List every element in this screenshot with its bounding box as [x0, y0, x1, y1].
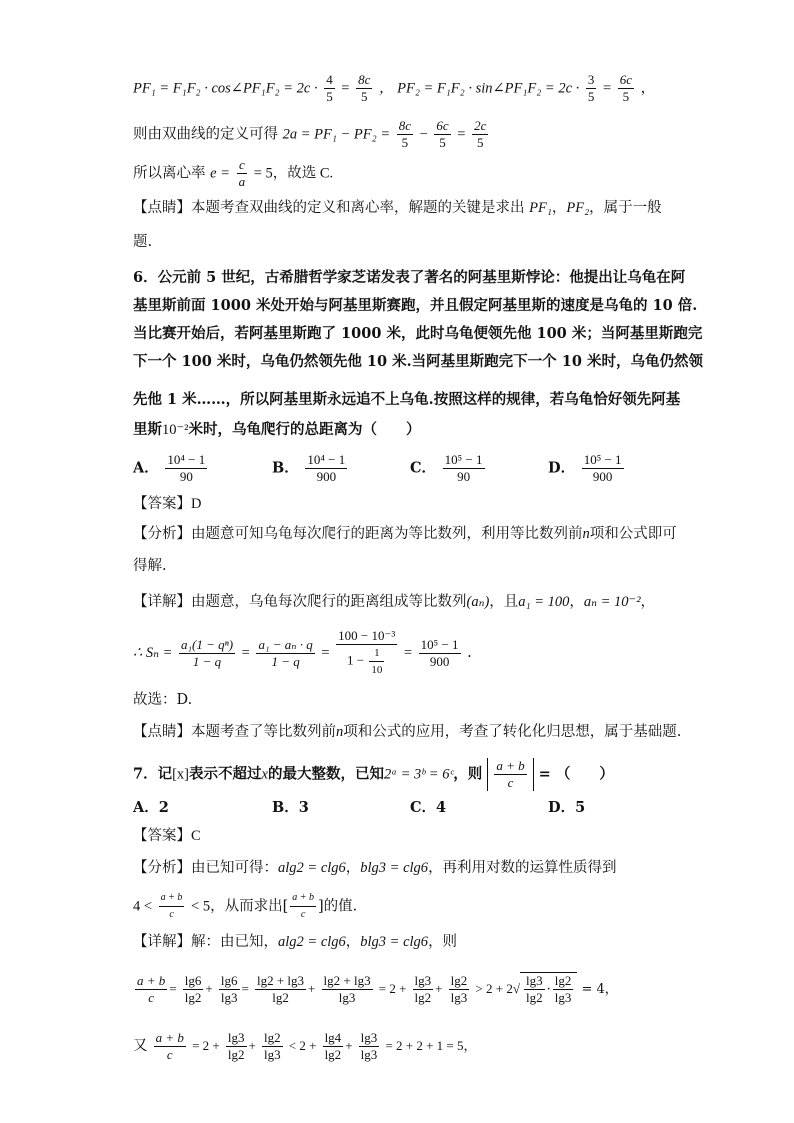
q7-option-c: C．4	[410, 799, 447, 816]
q6-option-b: B． $\frac{\text{10⁴ − 1}}{900}$	[272, 452, 346, 484]
fraction: $\frac{6c}{5}$	[619, 72, 633, 104]
q7-detail: 【详解】解：由已知，alg2 = clg6，blg3 = clg6，则	[133, 934, 458, 950]
q6-option-c: C． $\frac{\text{10⁵ − 1}}{90}$	[410, 452, 483, 484]
q7-option-b: B．3	[272, 799, 309, 816]
sqrt-expression: $\frac{\lg 3}{\lg 2}$ · $\frac{\lg 2}{\lg 3}$	[520, 972, 577, 1006]
q6-stem-line6: 里斯10⁻²米时，乌龟爬行的总距离为（ ）	[133, 421, 421, 438]
q7-analysis-cont: 4 < $\frac{a + b}{c}$ < 5，从而求出[ $\frac{a + b}{c}$ ]的值.	[133, 892, 358, 920]
q6-detail: 【详解】由题意，乌龟每次爬行的距离组成等比数列(aₙ)，且a₁ = 100，aₙ = 10⁻²，	[133, 594, 656, 610]
q7-option-d: D．5	[548, 799, 586, 816]
q7-option-a: A．2	[133, 799, 169, 816]
q6-stem-line2: 基里斯前面 1000 米处开始与阿基里斯赛跑，并且假定阿基里斯的速度是乌龟的 10 倍.	[133, 297, 698, 314]
solution-line-pf: PF₁ = F₁F₂ · cos∠PF₁F₂ = 2c · $\frac{4}{5}$ = $\frac{8c}{5}$ ， PF₂ = F₁F₂ · sin∠PF₁F₂ = 2c · $\frac{3}{5}$ = $\frac{6c}{5}$ ，	[133, 72, 656, 104]
dianjing-prev: 【点睛】本题考查双曲线的定义和离心率，解题的关键是求出 PF₁，PF₂，属于一般	[133, 200, 662, 216]
q6-stem-line1: 6．公元前 5 世纪，古希腊哲学家芝诺发表了著名的阿基里斯悖论：他提出让乌龟在阿	[133, 269, 686, 286]
fraction: $\frac{6c}{5}$	[436, 118, 449, 150]
solution-line-definition: 则由双曲线的定义可得 2a = PF₁ − PF₂ = $\frac{8c}{5}$ − $\frac{6c}{5}$ = $\frac{2c}{5}$	[133, 118, 487, 150]
q7-equation-2: 又 $\frac{a + b}{c}$ = 2 + $\frac{\lg 3}{\lg 2}$ + $\frac{\lg 2}{\lg 3}$ < 2 + $\frac{\lg 4}{\lg 2}$ + $\frac{\lg 3}{\lg 3}$ = 2 + 2 + 1 = 5，	[133, 1030, 477, 1062]
q6-stem-line5: 先他 1 米……，所以阿基里斯永远追不上乌龟.按照这样的规律，若乌龟恰好领先阿基	[133, 391, 681, 408]
q7-stem: 7．记[x]表示不超过x的最大整数，已知2ᵃ = 3ᵇ = 6ᶜ，则 $\frac{a + b}{c}$ = （ ）	[133, 758, 614, 790]
fraction: $\frac{8c}{5}$	[398, 118, 411, 150]
q6-answer: 【答案】D	[133, 496, 202, 512]
q6-analysis-cont: 得解.	[133, 558, 167, 574]
q6-stem-line3: 当比赛开始后，若阿基里斯跑了 1000 米，此时乌龟便领先他 100 米；当阿基里斯跑完	[133, 325, 703, 342]
fraction: $\frac{2c}{5}$	[474, 118, 487, 150]
solution-line-eccentricity: 所以离心率 e = $\frac{c}{a}$ = 5，故选 C.	[133, 157, 334, 189]
q6-analysis: 【分析】由题意可知乌龟每次爬行的距离为等比数列，利用等比数列前n项和公式即可	[133, 526, 677, 542]
fraction: $\frac{4}{5}$	[326, 72, 333, 104]
fraction: $\frac{3}{5}$	[587, 72, 595, 104]
q7-answer: 【答案】C	[133, 828, 201, 844]
fraction: $\frac{c}{a}$	[238, 157, 246, 189]
q6-option-d: D． $\frac{\text{10⁵ − 1}}{900}$	[548, 452, 622, 484]
dianjing-prev-cont: 题.	[133, 234, 153, 250]
q6-choose: 故选：D.	[133, 692, 193, 708]
q6-stem-line4: 下一个 100 米时，乌龟仍然领先他 10 米.当阿基里斯跑完下一个 10 米时，乌龟仍然领	[133, 353, 703, 370]
q7-equation-1: $\frac{a + b}{c}$ = $\frac{\lg 6}{\lg 2}$ + $\frac{\lg 6}{\lg 3}$ = $\frac{\lg 2 + \lg 3}{\lg 2}$ + $\frac{\lg 2 + \lg 3}{\lg 3}$ = 2 + $\frac{\lg 3}{\lg 2}$ + $\frac{\lg 2}{\lg 3}$ > 2 + 2√ $\frac{\lg 3}{\lg 2}$ · $\frac{\lg 2}{\lg 3}$ = 4，	[137, 973, 618, 1005]
q7-analysis: 【分析】由已知可得：alg2 = clg6，blg3 = clg6，再利用对数的运算性质得到	[133, 860, 617, 876]
q6-dianjing: 【点睛】本题考查了等比数列前n项和公式的应用，考查了转化化归思想，属于基础题.	[133, 724, 682, 740]
fraction: $\frac{8c}{5}$	[358, 72, 371, 104]
q6-sum-formula: ∴ Sₙ = $\frac{\text{a₁(1 − qⁿ)}}{1 - q}$ = $\frac{\text{a₁ − aₙ · q}}{1 - q}$ = 100 − 10⁻³ 1 − $\frac{1}{10}$ = $\frac{\text{10⁵ − 1}}{900}$ .	[133, 628, 472, 676]
q6-option-a: A． $\frac{\text{10⁴ − 1}}{90}$	[133, 452, 206, 484]
